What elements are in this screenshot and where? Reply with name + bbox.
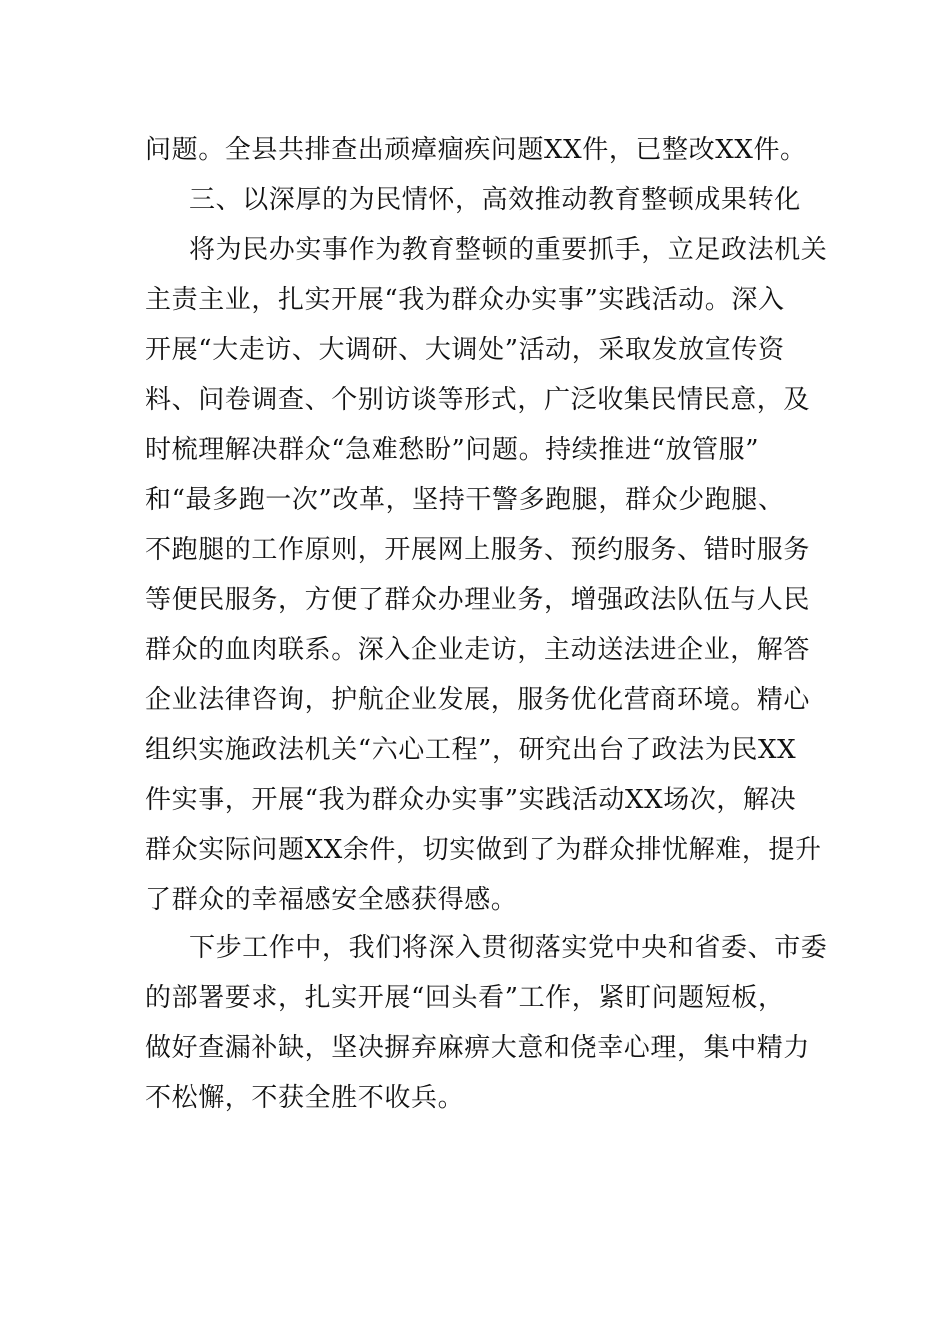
- text-line: 了群众的幸福感安全感获得感。: [145, 885, 518, 915]
- text-line: 企业法律咨询，护航企业发展，服务优化营商环境。精心: [145, 685, 811, 715]
- text-line: 将为民办实事作为教育整顿的重要抓手，立足政法机关: [189, 235, 828, 265]
- text-line: 开展“大走访、大调研、大调处”活动，采取发放宣传资: [145, 335, 785, 365]
- text-line: 料、问卷调查、个别访谈等形式，广泛收集民情民意，及: [145, 385, 811, 415]
- paragraph-main: [145, 225, 828, 925]
- text-line: 组织实施政法机关“六心工程”，研究出台了政法为民XX: [145, 735, 797, 765]
- text-line: 群众实际问题XX余件，切实做到了为群众排忧解难，提升: [145, 835, 822, 865]
- text-line: 问题。全县共排查出顽瘴痼疾问题XX件，已整改XX件。: [145, 135, 807, 165]
- section-heading: [145, 175, 811, 225]
- paragraph-next-steps: [145, 923, 828, 1123]
- text-line: 不跑腿的工作原则，开展网上服务、预约服务、错时服务: [145, 535, 811, 565]
- text-line: 件实事，开展“我为群众办实事”实践活动XX场次，解决: [145, 785, 797, 815]
- paragraph-closing-of-previous: [145, 125, 811, 175]
- text-line: 等便民服务，方便了群众办理业务，增强政法队伍与人民: [145, 585, 811, 615]
- heading-text: 三、以深厚的为民情怀，高效推动教育整顿成果转化: [189, 185, 801, 215]
- text-line: 做好查漏补缺，坚决摒弃麻痹大意和侥幸心理，集中精力: [145, 1033, 811, 1063]
- text-line: 和“最多跑一次”改革，坚持干警多跑腿，群众少跑腿、: [145, 485, 785, 515]
- text-line: 时梳理解决群众“急难愁盼”问题。持续推进“放管服”: [145, 435, 760, 465]
- text-line: 主责主业，扎实开展“我为群众办实事”实践活动。深入: [145, 285, 785, 315]
- text-line: 的部署要求，扎实开展“回头看”工作，紧盯问题短板，: [145, 983, 785, 1013]
- text-line: 群众的血肉联系。深入企业走访，主动送法进企业，解答: [145, 635, 811, 665]
- text-line: 不松懈，不获全胜不收兵。: [145, 1083, 465, 1113]
- text-line: 下步工作中，我们将深入贯彻落实党中央和省委、市委: [189, 933, 828, 963]
